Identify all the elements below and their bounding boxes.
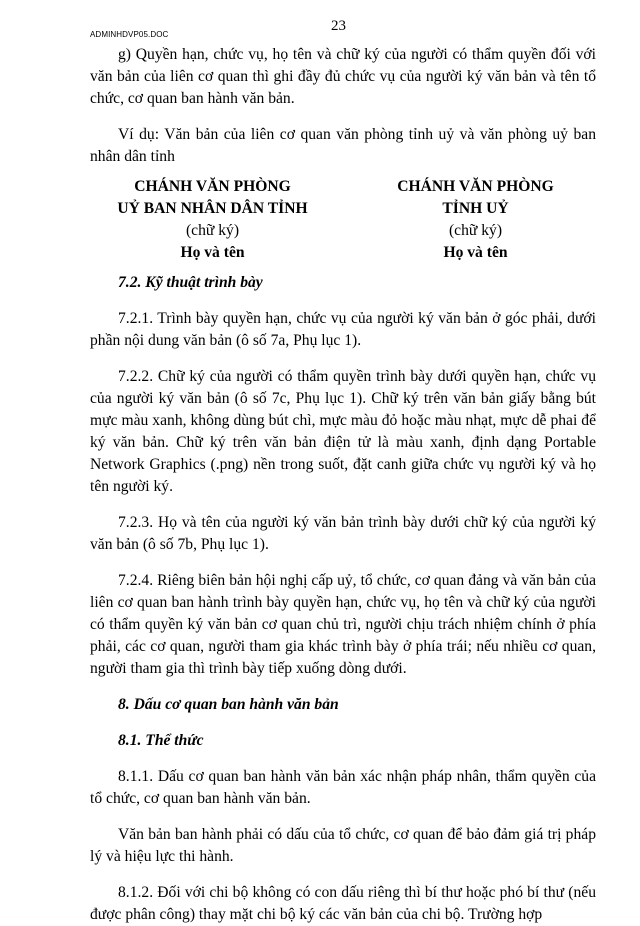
paragraph-8-1-2: 8.1.2. Đối với chi bộ không có con dấu riêng thì bí thư hoặc phó bí thư (nếu được phân công) thay mặt chi bộ ký các văn bản của chi bộ. Trường hợp bbox=[90, 884, 596, 923]
section-heading-8-1: 8.1. Thể thức bbox=[118, 732, 204, 749]
paragraph-7-2-1: 7.2.1. Trình bày quyền hạn, chức vụ của người ký văn bản ở góc phải, dưới phần nội dung văn bản (ô số 7a, Phụ lục 1). bbox=[90, 310, 596, 349]
signature-left-sign: (chữ ký) bbox=[185, 222, 240, 239]
section-heading-7-2: 7.2. Kỹ thuật trình bày bbox=[118, 274, 263, 291]
paragraph-g: g) Quyền hạn, chức vụ, họ tên và chữ ký của người có thẩm quyền đối với văn bản của liên cơ quan thì ghi đầy đủ chức vụ của người ký văn bản và tên tổ chức, cơ quan ban hành văn bản. bbox=[90, 46, 596, 107]
paragraph-example: Ví dụ: Văn bản của liên cơ quan văn phòng tỉnh uỷ và văn phòng uỷ ban nhân dân tỉnh bbox=[90, 126, 596, 165]
signature-left-org: UỶ BAN NHÂN DÂN TỈNH bbox=[117, 200, 308, 217]
page-number: 23 bbox=[331, 18, 346, 34]
signature-right bbox=[349, 176, 602, 264]
paragraph-8-1-1: 8.1.1. Dấu cơ quan ban hành văn bản xác nhận pháp nhân, thẩm quyền của tổ chức, cơ quan ban hành văn bản. bbox=[90, 768, 596, 807]
paragraph-7-2-2: 7.2.2. Chữ ký của người có thẩm quyền trình bày dưới quyền hạn, chức vụ của người ký văn bản (ô số 7c, Phụ lục 1). Chữ ký trên văn bản giấy bằng bút mực màu xanh, không dùng bút chì, mực màu đỏ hoặc màu nhạt, mực dễ phai để ký văn bản. Chữ ký trên văn bản điện tử là màu xanh, định dạng Portable Network Graphics (.png) nền trong suốt, đặt canh giữa chức vụ người ký và họ tên người ký. bbox=[90, 368, 596, 495]
file-name-header: ADMINHDVP05.DOC bbox=[90, 30, 169, 39]
paragraph-8-1-1-b: Văn bản ban hành phải có dấu của tổ chức, cơ quan để bảo đảm giá trị pháp lý và hiệu lực thi hành. bbox=[90, 826, 596, 865]
signature-left-name: Họ và tên bbox=[180, 244, 245, 261]
signature-block bbox=[90, 176, 596, 264]
signature-left-title: CHÁNH VĂN PHÒNG bbox=[134, 178, 291, 195]
document-body bbox=[90, 44, 596, 926]
section-heading-8: 8. Dấu cơ quan ban hành văn bản bbox=[118, 696, 339, 713]
signature-left bbox=[86, 176, 339, 264]
paragraph-7-2-3: 7.2.3. Họ và tên của người ký văn bản trình bày dưới chữ ký của người ký văn bản (ô số 7b, Phụ lục 1). bbox=[90, 514, 596, 553]
signature-right-sign: (chữ ký) bbox=[448, 222, 503, 239]
signature-right-title: CHÁNH VĂN PHÒNG bbox=[397, 178, 554, 195]
signature-right-org: TỈNH UỶ bbox=[442, 200, 509, 217]
paragraph-7-2-4: 7.2.4. Riêng biên bản hội nghị cấp uỷ, tổ chức, cơ quan đảng và văn bản của liên cơ quan ban hành trình bày quyền hạn, chức vụ, họ tên và chữ ký của người có thẩm quyền ký văn bản cơ quan chủ trì, người chịu trách nhiệm chính ở phía phải, các cơ quan, người tham gia khác trình bày ở phía trái; nếu nhiều cơ quan, người tham gia thì trình bày tiếp xuống dòng dưới. bbox=[90, 572, 596, 677]
signature-right-name: Họ và tên bbox=[443, 244, 508, 261]
